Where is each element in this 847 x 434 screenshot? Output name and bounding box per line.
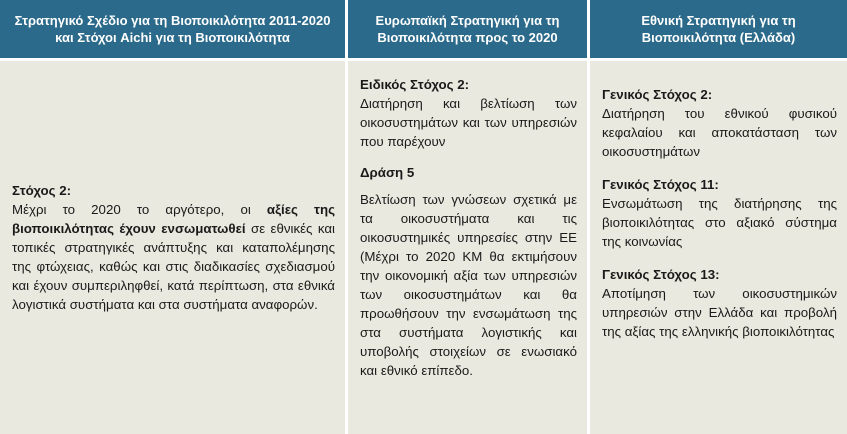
cell-national-targets bbox=[590, 58, 847, 434]
header-line: Στρατηγικό Σχέδιο για τη Βιοποικιλότητα 2011-2020 bbox=[14, 13, 331, 28]
header-line: Ευρωπαϊκή Στρατηγική για τη bbox=[375, 13, 560, 28]
general-target-text: Ενσωμάτωση της διατήρησης της βιοποικιλότητας στο αξιακό σύστημα της κοινωνίας bbox=[602, 196, 837, 249]
general-target-text: Αποτίμηση των οικοσυστημικών υπηρεσιών στην Ελλάδα και προβολή της αξίας της ελληνικής βιοποικιλότητας bbox=[602, 286, 837, 339]
header-line: Εθνική Στρατηγική για τη bbox=[641, 13, 796, 28]
header-national-strategy bbox=[590, 0, 847, 58]
header-eu-strategy bbox=[348, 0, 590, 58]
header-line: και Στόχοι Aichi για τη Βιοποικιλότητα bbox=[55, 30, 290, 45]
header-strategic-plan bbox=[0, 0, 348, 58]
general-target-heading: Γενικός Στόχος 2: bbox=[602, 87, 713, 102]
header-line: Βιοποικιλότητα (Ελλάδα) bbox=[641, 30, 796, 45]
action-text: Βελτίωση των γνώσεων σχετικά με τα οικοσυστήματα και τις οικοσυστημικές υπηρεσίες στην ΕΕ (Μέχρι το 2020 ΚΜ θα εκτιμήσουν την οικονομική αξία των υπηρεσιών των οικοσυστημάτων και θα προωθήσουν την ενσωμάτωση της στα συστήματα λογιστικής και υποβολής στοιχείων σε ενωσιακό και εθνικό επίπεδο. bbox=[360, 192, 577, 378]
cell-eu-target bbox=[348, 58, 590, 434]
target-text-end: σε εθνικές και τοπικές στρατηγικές ανάπτυξης και καταπολέμησης της φτώχειας, καθώς και στις διαδικασίες σχεδιασμού και έχουν συμπεριληφθεί, κατά περίπτωση, στα εθνικά λογιστικά συστήματα και στα συστήματα αναφορών. bbox=[12, 221, 335, 312]
action-heading: Δράση 5 bbox=[360, 165, 415, 180]
target-text bbox=[12, 200, 335, 314]
header-line: Βιοποικιλότητα προς το 2020 bbox=[377, 30, 558, 45]
specific-target-text: Διατήρηση και βελτίωση των οικοσυστημάτων και των υπηρεσιών που παρέχουν bbox=[360, 96, 577, 149]
cell-aichi-target bbox=[0, 58, 348, 434]
general-target-text: Διατήρηση του εθνικού φυσικού κεφαλαίου και αποκατάσταση των οικοσυστημάτων bbox=[602, 106, 837, 159]
specific-target-heading: Ειδικός Στόχος 2: bbox=[360, 77, 470, 92]
general-target-heading: Γενικός Στόχος 11: bbox=[602, 177, 719, 192]
general-target-heading: Γενικός Στόχος 13: bbox=[602, 267, 720, 282]
target-text-start: Μέχρι το 2020 το αργότερο, οι bbox=[12, 202, 267, 217]
target-text-bold: αξίες της βιοποικιλότητας έχουν ενσωματωθεί bbox=[12, 202, 335, 236]
target-heading: Στόχος 2: bbox=[12, 183, 72, 198]
